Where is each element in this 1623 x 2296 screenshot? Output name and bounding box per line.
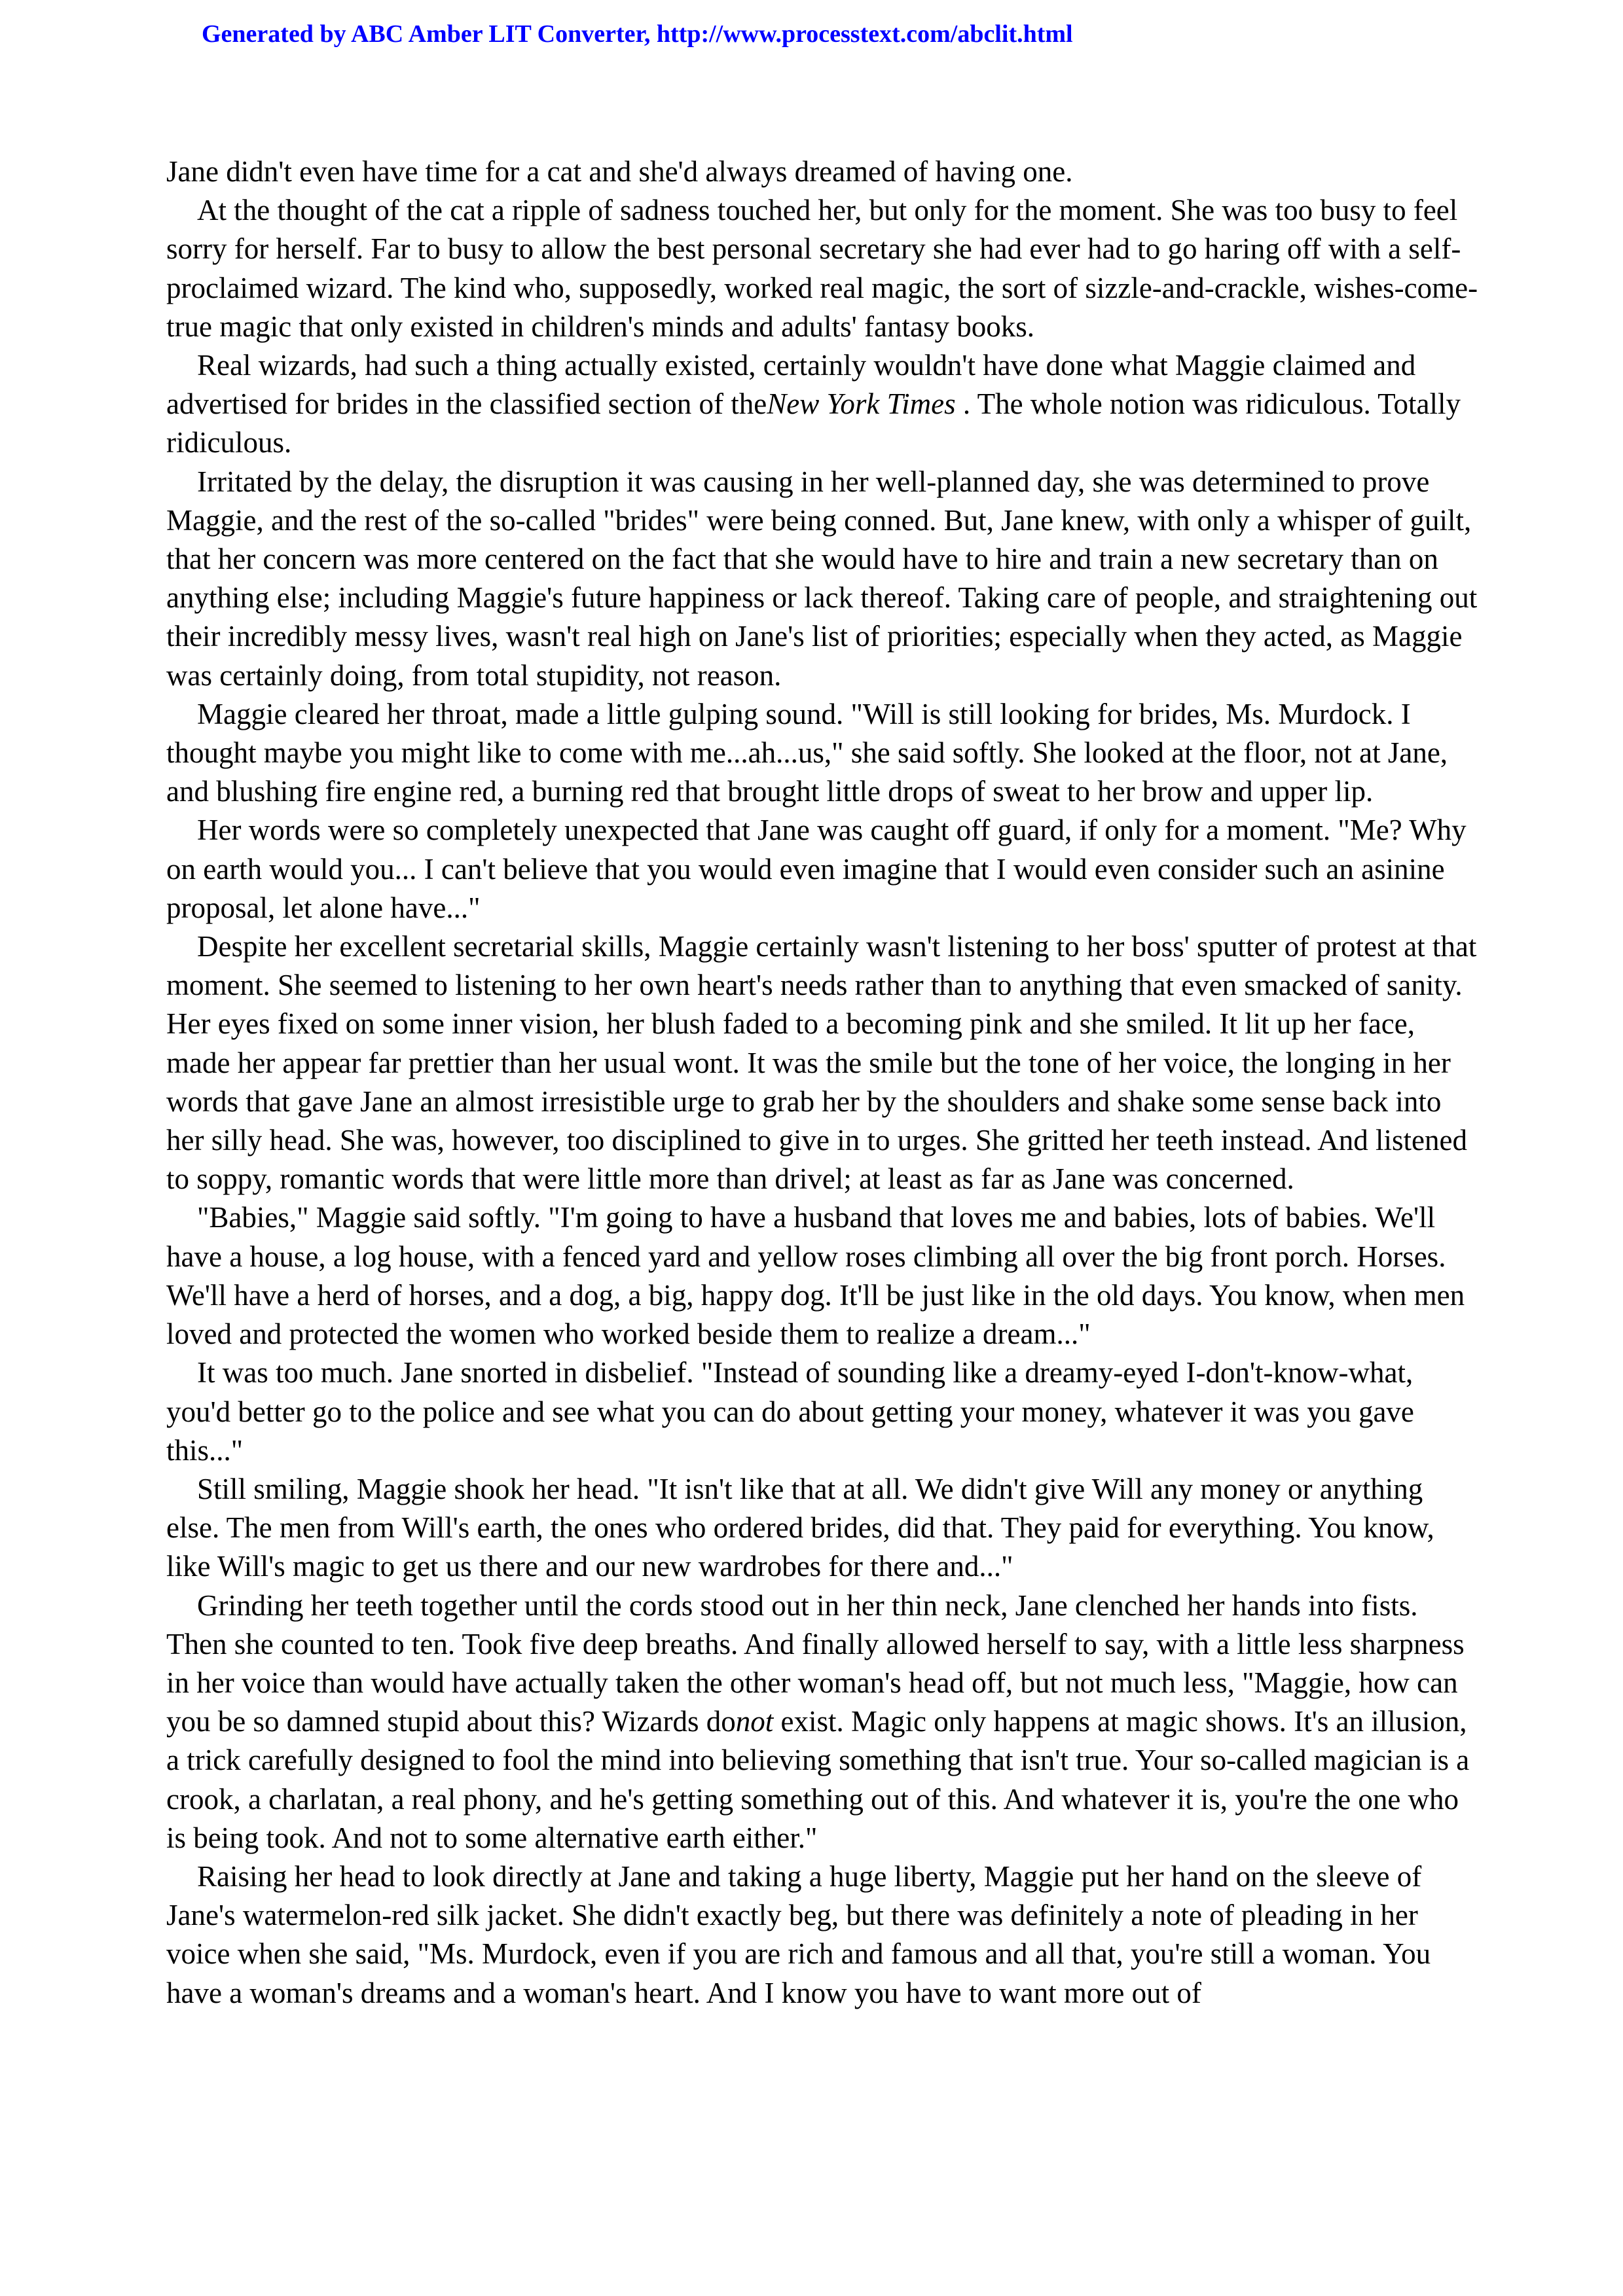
paragraph-11 [166, 1587, 1482, 1857]
paragraph-11-part-2: exist. Magic only happens at magic shows. It's an illusion, a trick carefully designed to fool the mind into believing something that isn't true. Your so-called magician is a crook, a charlatan, a real phony, and he's getting something out of this. And whatever it is, you're the one who is being took. And not to some alternative earth either." [166, 1705, 1470, 1854]
paragraph-1: Jane didn't even have time for a cat and she'd always dreamed of having one. [166, 155, 1073, 188]
paragraph-3-part-1: Real wizards, had such a thing actually existed, certainly wouldn't have done what Maggie claimed and advertised for brides in the classified section of the [166, 349, 1416, 421]
paragraph-12: Raising her head to look directly at Jane and taking a huge liberty, Maggie put her hand on the sleeve of Jane's watermelon-red silk jacket. She didn't exactly beg, but there was definitely a note of pleading in her voice when she said, "Ms. Murdock, even if you are rich and famous and all that, you're still a woman. You have a woman's dreams and a woman's heart. And I know you have to want more out of [166, 1859, 1431, 2009]
paragraph-3-part-2: . The whole notion was ridiculous. Totally ridiculous. [166, 387, 1461, 459]
paragraph-6: Her words were so completely unexpected that Jane was caught off guard, if only for a moment. "Me? Why on earth would you... I can't believe that you would even imagine that I would even consider such an asinine proposal, let alone have..." [166, 814, 1467, 924]
newspaper-title: New York Times [767, 387, 956, 421]
paragraph-9: It was too much. Jane snorted in disbelief. "Instead of sounding like a dreamy-eyed I-don't-know-what, you'd better go to the police and see what you can do about getting your money, whatever it was you gave this..." [166, 1356, 1414, 1467]
document-body [166, 152, 1482, 2013]
converter-header: Generated by ABC Amber LIT Converter, http://www.processtext.com/abclit.html [202, 20, 1073, 48]
emphasis-not: not [735, 1705, 774, 1738]
paragraph-3 [166, 346, 1482, 463]
paragraph-5: Maggie cleared her throat, made a little gulping sound. "Will is still looking for brides, Ms. Murdock. I thought maybe you might like to come with me...ah...us," she said softly. She looked at the floor, not at Jane, and blushing fire engine red, a burning red that brought little drops of sweat to her brow and upper lip. [166, 697, 1448, 808]
paragraph-7: Despite her excellent secretarial skills, Maggie certainly wasn't listening to her boss' sputter of protest at that moment. She seemed to listening to her own heart's needs rather than to anything that even smacked of sanity. Her eyes fixed on some inner vision, her blush faded to a becoming pink and she smiled. It lit up her face, made her appear far prettier than her usual wont. It was the smile but the tone of her voice, the longing in her words that gave Jane an almost irresistible urge to grab her by the shoulders and shake some sense back into her silly head. She was, however, too disciplined to give in to urges. She gritted her teeth instead. And listened to soppy, romantic words that were little more than drivel; at least as far as Jane was concerned. [166, 930, 1477, 1196]
paragraph-4: Irritated by the delay, the disruption it was causing in her well-planned day, she was determined to prove Maggie, and the rest of the so-called "brides" were being conned. But, Jane knew, with only a whisper of guilt, that her concern was more centered on the fact that she would have to hire and train a new secretary than on anything else; including Maggie's future happiness or lack thereof. Taking care of people, and straightening out their incredibly messy lives, wasn't real high on Jane's list of priorities; especially when they acted, as Maggie was certainly doing, from total stupidity, not reason. [166, 465, 1478, 692]
paragraph-8: "Babies," Maggie said softly. "I'm going to have a husband that loves me and babies, lots of babies. We'll have a house, a log house, with a fenced yard and yellow roses climbing all over the big front porch. Horses. We'll have a herd of horses, and a dog, a big, happy dog. It'll be just like in the old days. You know, when men loved and protected the women who worked beside them to realize a dream..." [166, 1201, 1465, 1351]
paragraph-10: Still smiling, Maggie shook her head. "It isn't like that at all. We didn't give Will any money or anything else. The men from Will's earth, the ones who ordered brides, did that. They paid for everything. You know, like Will's magic to get us there and our new wardrobes for there and..." [166, 1472, 1434, 1583]
paragraph-2: At the thought of the cat a ripple of sadness touched her, but only for the moment. She was too busy to feel sorry for herself. Far to busy to allow the best personal secretary she had ever had to go haring off with a self-proclaimed wizard. The kind who, supposedly, worked real magic, the sort of sizzle-and-crackle, wishes-come-true magic that only existed in children's minds and adults' fantasy books. [166, 194, 1478, 343]
paragraph-11-part-1: Grinding her teeth together until the cords stood out in her thin neck, Jane clenched her hands into fists. Then she counted to ten. Took five deep breaths. And finally allowed herself to say, with a little less sharpness in her voice than would have actually taken the other woman's head off, but not much less, "Maggie, how can you be so damned stupid about this? Wizards do [166, 1588, 1465, 1738]
